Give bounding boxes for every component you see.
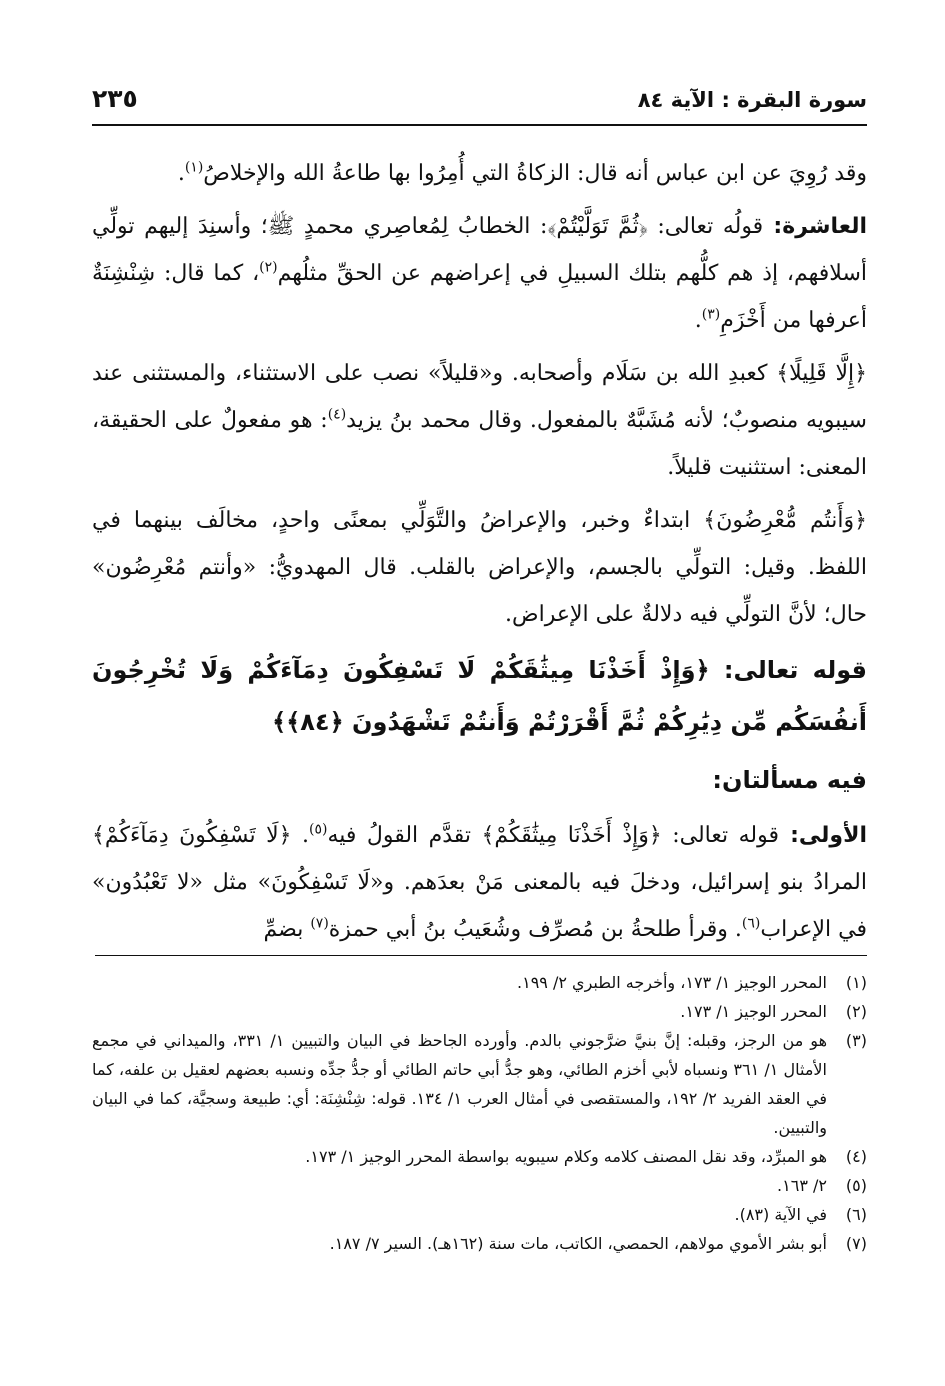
footnote-number: (٣) [845, 1031, 867, 1050]
paragraph-tail: ، كما قال: شِنْشِنَةٌ أعرفها من أَخْزَمِ [92, 261, 867, 333]
footnote-text: في الآية (٨٣). [734, 1205, 827, 1224]
footnote-ref: (٦) [741, 915, 761, 932]
paragraph-tail: . ﴿لَا تَسْفِكُونَ دِمَآءَكُمْ﴾ المرادُ بنو إسرائيل، ودخلَ فيه بالمعنى مَنْ بعدَهم. و«لَا تَسْفِكُونَ» مثل «لا تَعْبُدُون» في الإعراب [92, 823, 867, 942]
footnote-number: (٢) [845, 1002, 867, 1021]
issue-label: العاشرة: [763, 214, 868, 239]
footnote-ref: (٢) [259, 259, 278, 276]
footnote-number: (٤) [845, 1147, 867, 1166]
paragraph-text: وقد رُوِيَ عن ابن عباس أنه قال: الزكاةُ التي أُمِرُوا بها طاعةُ الله والإخلاصُ [203, 161, 867, 186]
paragraph-text: قولُه تعالى: ﴿ثُمَّ تَوَلَّيْتُمْ﴾: الخطابُ لِمُعاصِري محمدٍ ﷺ؛ وأسنِدَ إليهم تولِّي أسلافهم، إذ هم كلُّهم بتلك السبيلِ في إعراضهم عن الحقِّ مثلُهم [92, 214, 867, 286]
footnote [92, 1026, 867, 1142]
footnote-ref: (٧) [310, 915, 329, 932]
section-heading: فيه مسألتان: [712, 766, 867, 794]
paragraph-text: قوله تعالى: ﴿وَإِذْ أَخَذْنَا مِيثَٰقَكُمْ﴾ تقدَّم القولُ فيه [327, 823, 779, 848]
paragraph [92, 812, 867, 953]
footnote-text: المحرر الوجيز ١/ ١٧٣، وأخرجه الطبري ٢/ ١٩٩. [517, 973, 827, 992]
footnote [92, 1229, 867, 1258]
paragraph-text: ﴿إِلَّا قَلِيلًا﴾ كعبدِ الله بن سَلَام وأصحابه. و«قليلاً» نصب على الاستثناء، والمستثنى عند سيبويه منصوبٌ؛ لأنه مُشَبَّهٌ بالمفعول. وقال محمد بنُ يزيد [92, 361, 867, 433]
paragraph-tail: . وقرأ طلحةُ بن مُصرِّف وشُعَيبُ بنُ أبي حمزة [328, 917, 742, 942]
paragraph [92, 203, 867, 344]
footnote [92, 1171, 867, 1200]
page-header [92, 80, 867, 124]
footnote-ref: (٤) [327, 406, 347, 423]
footnote-text: هو المبرِّد، وقد نقل المصنف كلامه وكلام سيبويه بواسطة المحرر الوجيز ١/ ١٧٣. [305, 1147, 827, 1166]
footnote-ref: (٥) [308, 821, 328, 838]
issue-label: الأولى: [778, 823, 868, 848]
paragraph [92, 150, 867, 197]
footnote-text: ٢/ ١٦٣. [777, 1176, 827, 1195]
footnote [92, 1200, 867, 1229]
footnote-ref: (١) [184, 159, 204, 176]
running-title: سورة البقرة : الآية ٨٤ [637, 88, 867, 112]
footnote [92, 1142, 867, 1171]
quran-verse: ﴿وَإِذْ أَخَذْنَا مِيثَٰقَكُمْ لَا تَسْفِكُونَ دِمَآءَكُمْ وَلَا تُخْرِجُونَ أَنفُسَكُم مِّن دِيَٰرِكُمْ ثُمَّ أَقْرَرْتُمْ وَأَنتُمْ تَشْهَدُونَ ﴿٨٤﴾﴾ [92, 656, 867, 736]
verse-lead: قوله تعالى: [709, 656, 867, 684]
footnote-separator [95, 955, 867, 956]
footnote-ref: (٣) [701, 306, 721, 323]
footnote-number: (٦) [845, 1205, 867, 1224]
page-number: ٢٣٥ [92, 84, 138, 113]
verse-block [92, 644, 867, 748]
paragraph [92, 497, 867, 638]
footnote-number: (٧) [845, 1234, 867, 1253]
main-text [92, 150, 867, 959]
footnote-number: (١) [845, 973, 867, 992]
paragraph-tail: . [177, 161, 185, 186]
footnote [92, 968, 867, 997]
header-rule [92, 124, 867, 126]
paragraph-tail: : هو مفعولٌ على الحقيقة، المعنى: استثنيت قليلاً. [92, 408, 867, 480]
paragraph-tail: . [694, 308, 702, 333]
footnotes [92, 968, 867, 1258]
paragraph-text: ﴿وَأَنتُم مُّعْرِضُونَ﴾ ابتداءٌ وخبر، والإعراضُ والتَّوَلِّي بمعنًى واحدٍ، مخالَف بينهما في اللفظ. وقيل: التولِّي بالجسم، والإعراض بالقلب. قال المهدويُّ: «وأنتم مُعْرِضُون» حال؛ لأنَّ التولِّي فيه دلالةٌ على الإعراض. [92, 508, 867, 627]
footnote [92, 997, 867, 1026]
footnote-number: (٥) [845, 1176, 867, 1195]
footnote-text: هو من الرجز، وقبله: إنَّ بنيَّ ضرَّجوني بالدم. وأورده الجاحظ في البيان والتبيين ١/ ٣٣١، والميداني في مجمع الأمثال ١/ ٣٦١ ونسباه لأبي أخزم الطائي، وهو جدُّ أبي حاتم الطائي أو جدُّ جدِّه ونسبه بعضهم لعقيل بن علفه، كما في العقد الفريد ٢/ ١٩٢، والمستقصى في أمثال العرب ١/ ١٣٤. قوله: شِنْشِنَة: أي: طبيعة وسجيَّة، كما في البيان والتبيين. [92, 1031, 828, 1137]
footnote-text: المحرر الوجيز ١/ ١٧٣. [680, 1002, 827, 1021]
footnote-text: أبو بشر الأموي مولاهم، الحمصي، الكاتب، مات سنة (١٦٢هـ). السير ٧/ ١٨٧. [329, 1234, 827, 1253]
paragraph-tail: بضمِّ [263, 917, 311, 942]
paragraph [92, 350, 867, 491]
